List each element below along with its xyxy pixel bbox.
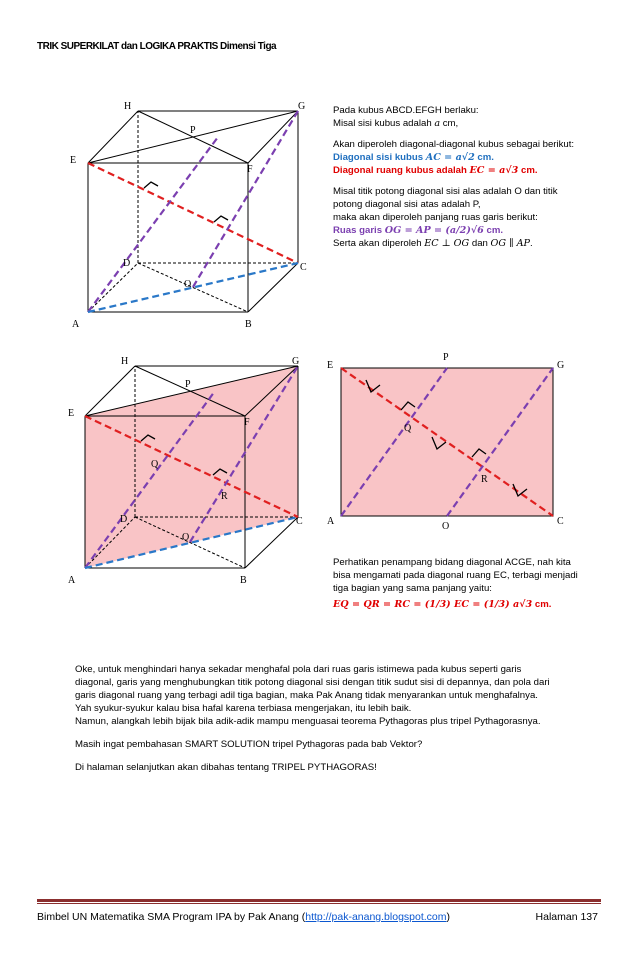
- label-e: E: [327, 360, 334, 371]
- label-g: G: [557, 360, 565, 371]
- label-c: C: [300, 262, 307, 273]
- label-g: G: [298, 101, 306, 112]
- label-a: A: [327, 516, 335, 527]
- label-o: O: [442, 521, 450, 532]
- label-g: G: [292, 356, 300, 367]
- label-f: F: [244, 417, 250, 428]
- label-o: O: [184, 279, 192, 290]
- cross-section-explanation-text: Perhatikan penampang bidang diagonal ACGE, nah kita bisa mengamati pada diagonal ruang EC, terbagi menjadi tiga bagian yang sama panjang yaitu: EQ = QR = RC = (1/3) EC = (1/3) a√3 cm.: [333, 556, 608, 611]
- label-q: Q: [151, 459, 159, 470]
- space-diagonal-formula: Diagonal ruang kubus adalah EC = a√3 cm.: [333, 165, 538, 176]
- page-header-title: TRIK SUPERKILAT dan LOGIKA PRAKTIS Dimensi Tiga: [37, 41, 277, 52]
- diagonal-ec-line: [88, 163, 298, 263]
- label-a: A: [72, 319, 80, 330]
- cube-explanation-text: Pada kubus ABCD.EFGH berlaku: Misal sisi kubus adalah a cm, Akan diperoleh diagonal-diagonal kubus sebagai berikut: Diagonal sisi kubus AC = a√2 cm. Diagonal ruang kubus adalah EC = a√3 cm. Misal titik potong diagonal sisi alas adalah O dan titik potong diagonal sisi atas adalah P, maka akan diperoleh panjang ruas garis berikut: Ruas garis OG = AP = (a/2)√6 cm. Serta akan diperoleh EC ⊥ OG dan OG ∥ AP.: [333, 104, 608, 250]
- body-paragraph: Oke, untuk menghindari hanya sekadar menghafal pola dari ruas garis istimewa pada kubus seperti garis diagonal, garis yang menghubungkan titik potong diagonal sisi dengan titik sudut sisi di depannya, dan pola dari garis diagonal ruang yang terbagi adil tiga bagian, maka Pak Anang tidak menyarankan untuk menghafalnya. Yah syukur-syukur kalau bisa hafal karena terbiasa mengerjakan, itu lebih baik. Namun, alangkah lebih bijak bila adik-adik mampu menguasai teorema Pythagoras plus tripel Pythagorasnya. Masih ingat pembahasan SMART SOLUTION tripel Pythagoras pada bab Vektor? Di halaman selanjutkan akan dibahas tentang TRIPEL PYTHAGORAS!: [75, 664, 550, 773]
- label-b: B: [245, 319, 252, 330]
- label-e: E: [70, 155, 77, 166]
- label-e: E: [68, 408, 75, 419]
- label-h: H: [124, 101, 132, 112]
- cube-figure-1: [60, 95, 320, 340]
- segment-og-line: [193, 111, 298, 287]
- page-footer: Bimbel UN Matematika SMA Program IPA by Pak Anang (http://pak-anang.blogspot.com) Halaman 137: [37, 911, 598, 923]
- label-d: D: [120, 514, 128, 525]
- label-p: P: [190, 125, 196, 136]
- label-d: D: [123, 258, 131, 269]
- label-p: P: [443, 352, 449, 363]
- label-f: F: [247, 164, 253, 175]
- label-c: C: [557, 516, 564, 527]
- footer-rule-thin: [37, 903, 601, 904]
- face-diagonal-formula: Diagonal sisi kubus AC = a√2 cm.: [333, 152, 494, 163]
- label-r: R: [481, 474, 488, 485]
- footer-rule-thick: [37, 899, 601, 902]
- label-q: Q: [404, 423, 412, 434]
- page-number: Halaman 137: [535, 911, 598, 923]
- segment-og-formula: Ruas garis OG = AP = (a/2)√6 cm.: [333, 225, 504, 236]
- label-p: P: [185, 379, 191, 390]
- label-c: C: [296, 516, 303, 527]
- label-a: A: [68, 575, 76, 586]
- cube-figure-2: [60, 352, 320, 587]
- label-o: O: [182, 532, 190, 543]
- label-b: B: [240, 575, 247, 586]
- cross-section-acge-figure: [322, 350, 572, 535]
- blog-link[interactable]: http://pak-anang.blogspot.com: [305, 911, 447, 923]
- equal-segments-formula: EQ = QR = RC = (1/3) EC = (1/3) a√3 cm.: [333, 599, 552, 610]
- label-r: R: [221, 491, 228, 502]
- label-h: H: [121, 356, 129, 367]
